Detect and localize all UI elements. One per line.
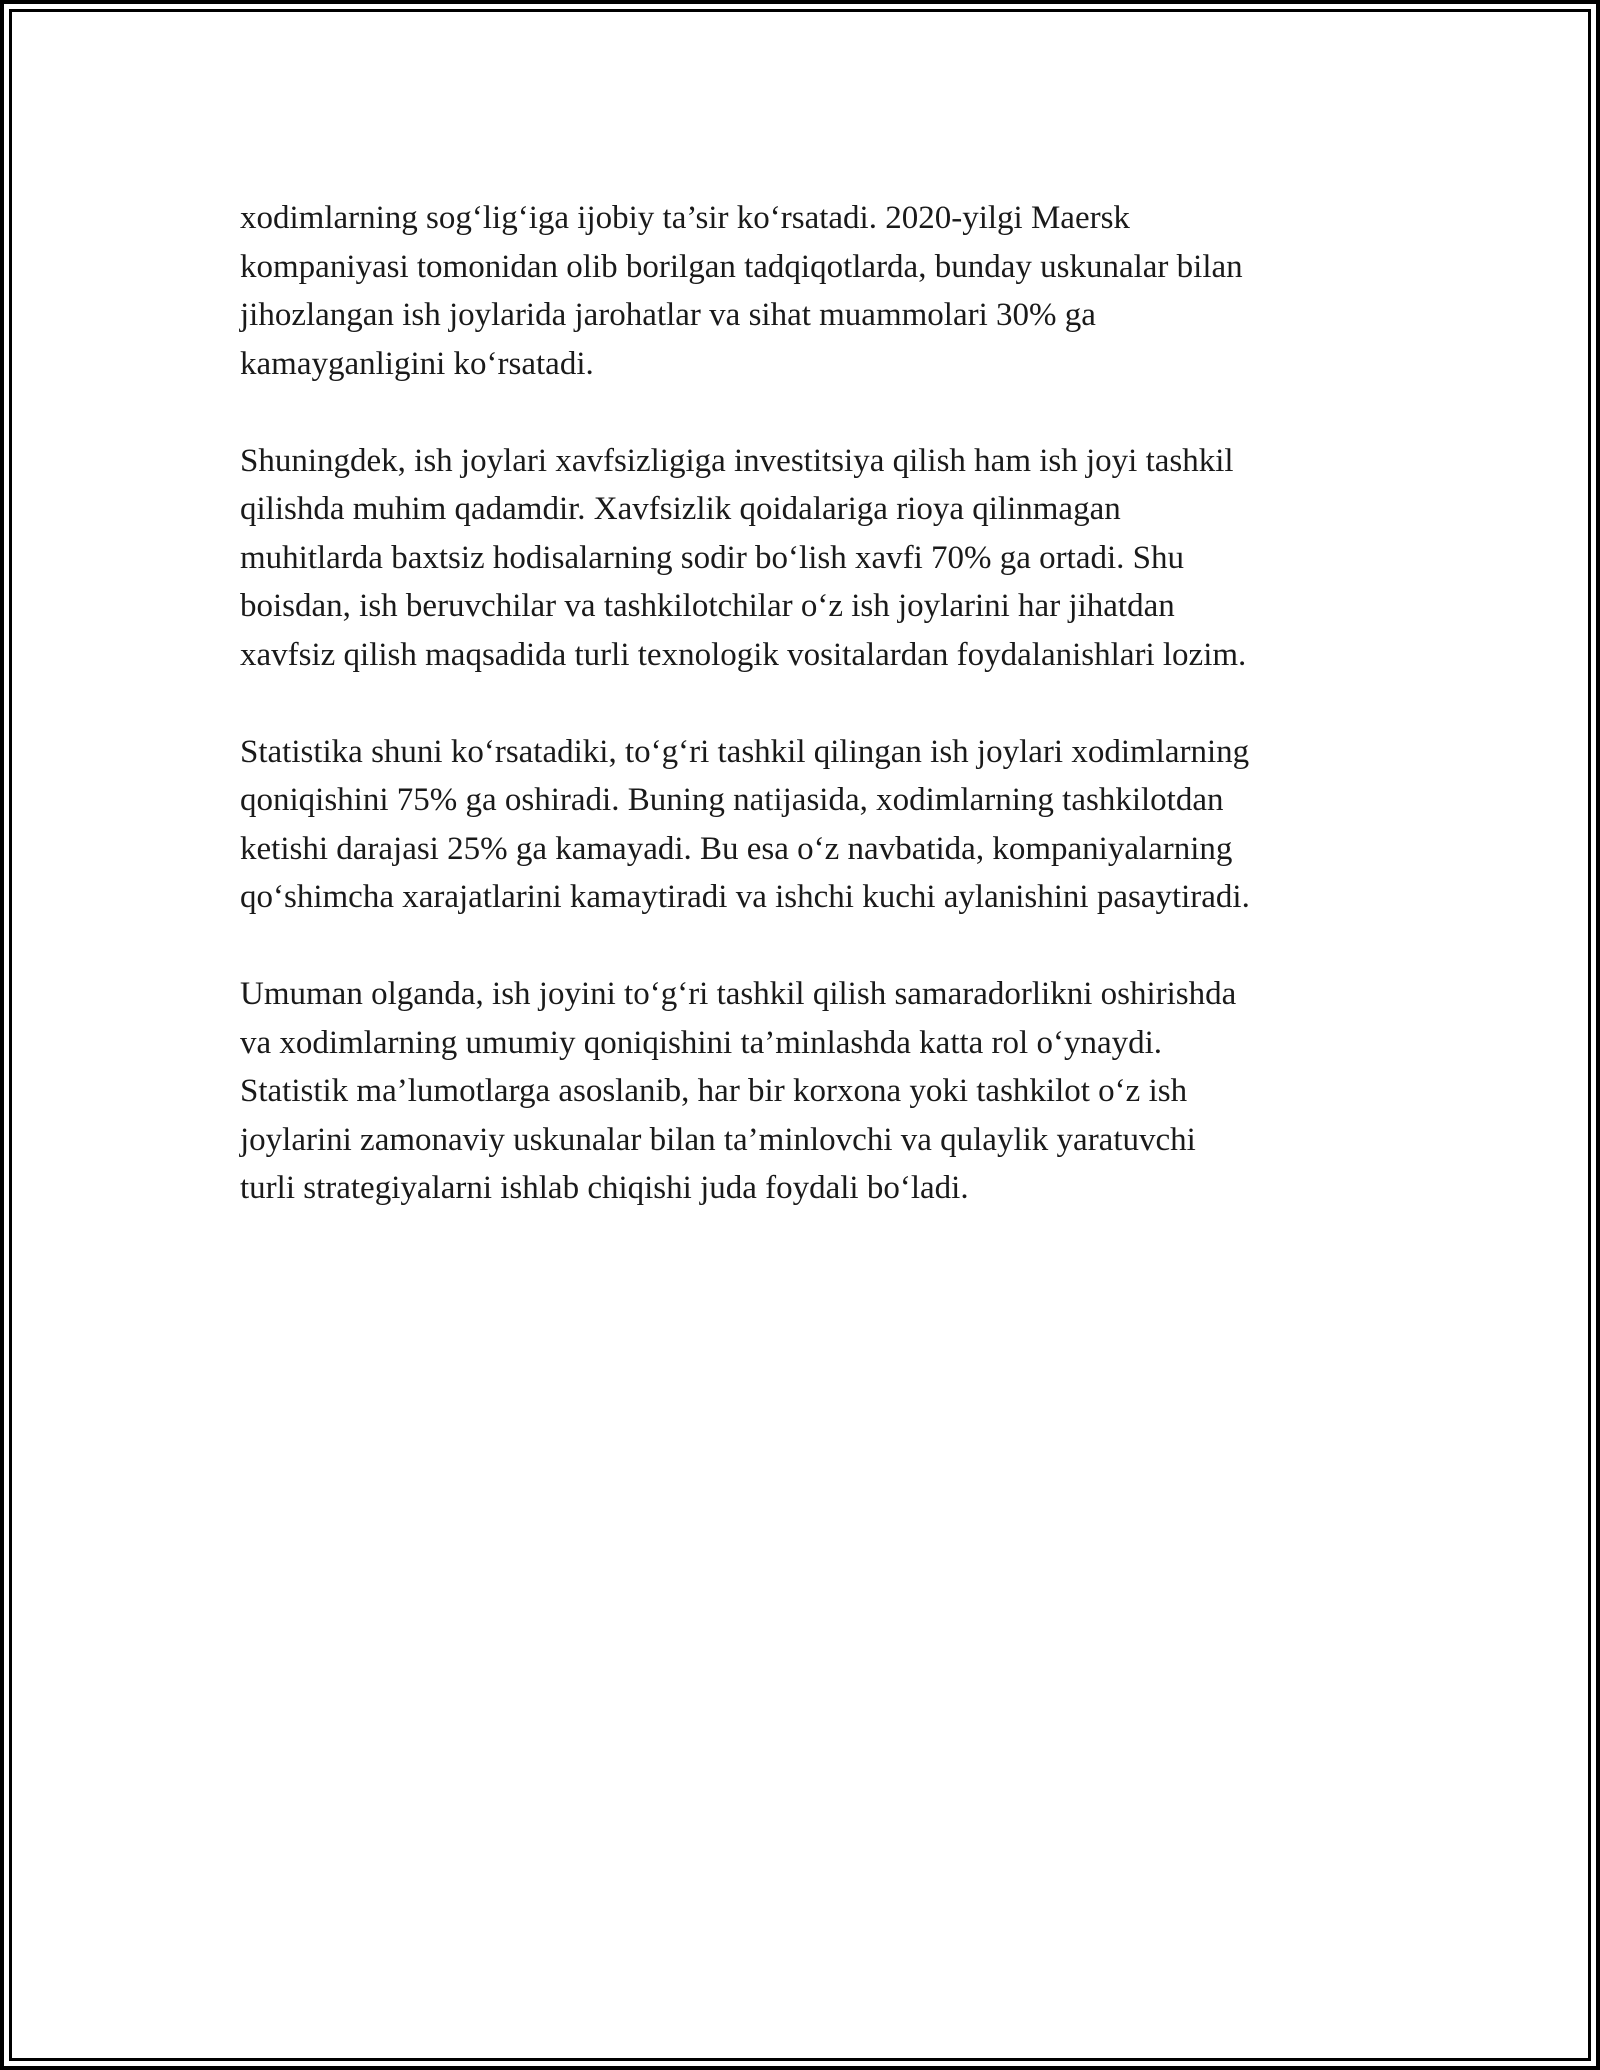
paragraph-4 [240,970,1370,1213]
text-line: boisdan, ish beruvchilar va tashkilotchilar o‘z ish joylarini har jihatdan [240,588,1175,624]
text-line: joylarini zamonaviy uskunalar bilan ta’minlovchi va qulaylik yaratuvchi [240,1121,1196,1158]
text-line: kompaniyasi tomonidan olib borilgan tadqiqotlarda, bunday uskunalar bilan [240,248,1243,285]
text-line: jihozlangan ish joylarida jarohatlar va sihat muammolari 30% ga [240,297,1096,333]
text-line: ketishi darajasi 25% ga kamayadi. Bu esa o‘z navbatida, kompaniyalarning [240,830,1233,867]
text-line: Statistika shuni ko‘rsatadiki, to‘g‘ri tashkil qilingan ish joylari xodimlarning [240,733,1250,770]
text-line: xodimlarning sog‘lig‘iga ijobiy ta’sir ko‘rsatadi. 2020-yilgi Maersk [240,200,1130,236]
paragraph-3 [240,728,1370,922]
paragraph-1 [240,194,1370,388]
text-line: Statistik ma’lumotlarga asoslanib, har bir korxona yoki tashkilot o‘z ish [240,1073,1188,1109]
text-line: Umuman olganda, ish joyini to‘g‘ri tashkil qilish samaradorlikni oshirishda [240,976,1237,1012]
text-line: qilishda muhim qadamdir. Xavfsizlik qoidalariga rioya qilinmagan [240,491,1121,527]
text-line: xavfsiz qilish maqsadida turli texnologik vositalardan foydalanishlari lozim. [240,636,1247,673]
text-line: kamayganligini ko‘rsatadi. [240,345,594,382]
text-line: turli strategiyalarni ishlab chiqishi juda foydali bo‘ladi. [240,1170,969,1206]
text-line: muhitlarda baxtsiz hodisalarning sodir bo‘lish xavfi 70% ga ortadi. Shu [240,539,1184,576]
text-line: va xodimlarning umumiy qoniqishini ta’minlashda katta rol o‘ynaydi. [240,1024,1163,1061]
text-line: qoniqishini 75% ga oshiradi. Buning natijasida, xodimlarning tashkilotdan [240,782,1224,818]
document-body [240,194,1370,1261]
paragraph-2 [240,437,1370,680]
text-line: Shuningdek, ish joylari xavfsizligiga investitsiya qilish ham ish joyi tashkil [240,442,1234,479]
text-line: qo‘shimcha xarajatlarini kamaytiradi va ishchi kuchi aylanishini pasaytiradi. [240,879,1250,915]
